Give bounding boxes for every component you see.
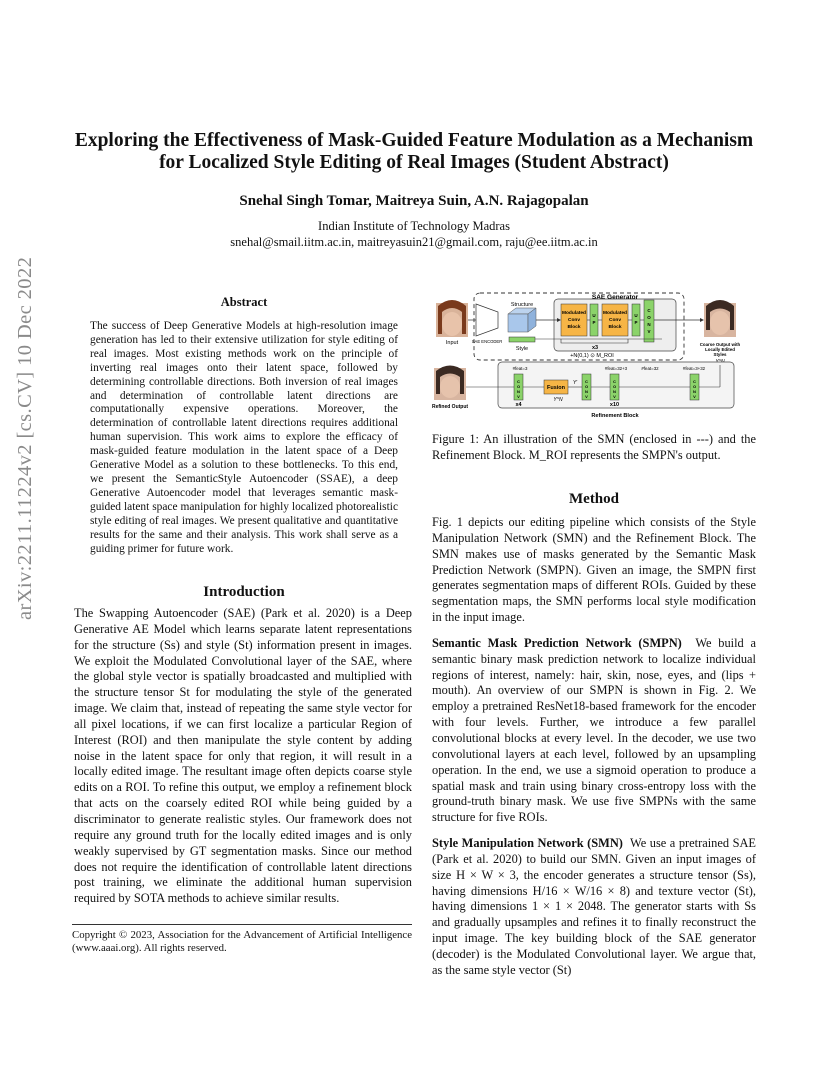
svg-text:#feat=3+32: #feat=3+32 (682, 366, 706, 371)
figure-1 (432, 290, 758, 420)
structure-tensor-cube (508, 308, 536, 332)
svg-text:V: V (517, 394, 520, 399)
svg-text:Coarse Output with: Coarse Output with (699, 342, 741, 347)
svg-text:#feat=32: #feat=32 (641, 366, 659, 371)
affiliation: Indian Institute of Technology Madras (318, 219, 510, 233)
svg-text:#feat=3: #feat=3 (512, 366, 528, 371)
introduction-body (74, 606, 412, 907)
svg-text:Modulated: Modulated (562, 311, 586, 316)
arxiv-stamp: arXiv:2211.11224v2 [cs.CV] 10 Dec 2022 (14, 256, 36, 620)
method-body (432, 515, 756, 979)
svg-text:Modulated: Modulated (603, 311, 627, 316)
svg-text:O: O (647, 315, 651, 320)
abstract-heading: Abstract (220, 295, 268, 309)
refined-output-face-image (434, 366, 466, 401)
svg-text:Conv: Conv (568, 318, 580, 323)
sae-encoder-label: SAE ENCODER (471, 339, 503, 344)
smn-paragraph (432, 836, 756, 979)
svg-text:C: C (613, 379, 616, 384)
svg-text:Block: Block (567, 325, 581, 330)
style-label: Style (515, 346, 529, 352)
smpn-text: We build a semantic binary mask prediction network to localize individual regions of interest, namely: hair, skin, nose, eyes, and (lips + mouth). An overview of our SMPN is shown in Fig. 2. We employ a pretrained ResNet18-based framework for the encoder with four levels. Further, we introduce a few parallel convolutional blocks at every level. In the decoder, we use two convolutional layers at each level, followed by an upsampling operation. In the end, we use a sigmoid operation to produce a spatial mask and train using binary cross-entropy loss with the ground-truth binary mask. We use five SMPNs with the same structure for five ROIs. (432, 635, 756, 825)
author-list: Snehal Singh Tomar, Maitreya Suin, A.N. Rajagopalan (239, 193, 589, 209)
input-face-image (436, 300, 468, 337)
style-vector-bar (509, 337, 535, 342)
svg-text:C: C (647, 308, 651, 313)
method-heading: Method (569, 491, 619, 507)
svg-text:N: N (647, 322, 651, 327)
figure-1-caption: Figure 1: An illustration of the SMN (enclosed in ---) and the Refinement Block. M_ROI represents the SMPN's output. (432, 432, 756, 462)
svg-text:x4: x4 (515, 402, 522, 408)
structure-label: Structure (510, 302, 534, 308)
svg-text:V: V (693, 394, 696, 399)
method-paragraph: Fig. 1 depicts our editing pipeline which consists of the Style Manipulation Network (SMN) and the Refinement Block. The SMN makes use of masks generated by the Semantic Mask Prediction Network (SMPN). Given an image, the SMPN first generates segmentation maps of different ROIs. Guided by these segmentation maps, the SMN performs local style modification in the input image. (432, 515, 756, 625)
svg-text:N: N (693, 389, 696, 394)
svg-text:x10: x10 (609, 402, 620, 408)
svg-text:P: P (634, 320, 638, 325)
conv-block-generator (644, 300, 654, 342)
svg-text:Conv: Conv (609, 318, 621, 323)
smn-heading: Style Manipulation Network (SMN) (432, 836, 623, 851)
svg-text:N: N (613, 389, 616, 394)
svg-text:O: O (612, 384, 617, 389)
svg-text:O: O (516, 384, 521, 389)
noise-modulation-label: +N(0,1) ⊙ M_ROI (570, 353, 614, 359)
svg-text:U: U (592, 313, 596, 318)
svg-text:N: N (517, 389, 520, 394)
introduction-paragraph: The Swapping Autoencoder (SAE) (Park et al. 2020) is a Deep Generative AE Model which learns separate latent representations for the structure (Ss) and style (St) information present in images. We exploit the Modulated Convolutional layer of the SAE, where the global style vector is spatially broadcasted and multiplied with the structure tensor St for modulating the style of the generated image. We claim that, instead of repeating the same style vector for all pixel locations, if we can first localize a particular Region of Interest (ROI) and then manipulate the style content by adding noise in the latent space for only that region, it will result in a locally edited image. The resultant image often depicts coarse style edits on a ROI. To refine this output, we employ a refinement block that acts on the coarsely edited ROI while being guided by a discriminator to generate realistic styles. Our framework does not require any ground truth for the locally edited images and is only weakly supervised by GT segmentation masks. Since our method does not require the identification of controllable latent directions post training, we eliminate the additional human supervision required by SOTA methods to achieve similar results. (74, 606, 412, 906)
svg-text:O: O (692, 384, 697, 389)
svg-text:#feat=32+3: #feat=32+3 (604, 366, 628, 371)
sae-generator-label: SAE Generator (591, 294, 639, 301)
svg-text:C: C (517, 379, 520, 384)
author-emails: snehal@smail.iitm.ac.in, maitreyasuin21@gmail.com, raju@ee.iitm.ac.in (230, 235, 598, 249)
svg-text:Block: Block (608, 325, 622, 330)
sae-encoder-shape (476, 304, 498, 336)
svg-text:Y': Y' (572, 380, 578, 386)
smn-text: We use a pretrained SAE (Park et al. 2020) to build our SMN. Given an input images of size H × W × 3, the encoder generates a structure tensor (Ss), having dimensions H/16 × W/16 × 8) and texture vector (St), having dimensions 1 × 1 × 2048. The generator starts with Ss and gradually upsamples and refines it to finally reconstruct the input image. The key building block of the SAE generator (decoder) is the Modulated Convolutional layer. We argue that, as the same style vector (St) (432, 836, 756, 977)
svg-text:V: V (647, 329, 651, 334)
copyright-notice: Copyright © 2023, Association for the Advancement of Artificial Intelligence (www.aaai.org). All rights reserved. (72, 924, 412, 955)
svg-text:U: U (634, 313, 638, 318)
svg-text:C: C (585, 379, 588, 384)
svg-text:N: N (585, 389, 588, 394)
pipeline-diagram (432, 290, 758, 420)
svg-text:Y^N: Y^N (553, 397, 563, 403)
smpn-heading: Semantic Mask Prediction Network (SMPN) (432, 635, 682, 650)
input-label: Input (445, 340, 459, 346)
refinement-block-label: Refinement Block (591, 413, 639, 419)
x3-label: x3 (591, 345, 599, 351)
svg-text:V: V (585, 394, 588, 399)
svg-text:V: V (613, 394, 616, 399)
svg-text:Fusion: Fusion (546, 385, 566, 391)
smpn-paragraph (432, 636, 756, 826)
refined-output-label: Refined Output (432, 404, 469, 410)
affiliation-block (0, 218, 828, 250)
svg-text:Locally Edited: Locally Edited (705, 347, 735, 352)
coarse-output-face-image (704, 300, 736, 337)
abstract-body: The success of Deep Generative Models at high-resolution image generation has led to their extensive utilization for style editing of real images. Most existing methods work on the principle of inverting real images onto their latent space, followed by determining controllable directions. Both inversion of real images and determination of controllable latent directions are computationally expensive operations. Moreover, the determination of controllable latent directions requires additional human supervision. This work aims to explore the efficacy of mask-guided feature modulation in the latent space of a Deep Generative Model as a solution to these bottlenecks. To this end, we present the SemanticStyle Autoencoder (SSAE), a deep Generative Autoencoder model that leverages semantic mask-guided latent space manipulation for highly localized photorealistic style editing of real images. We present qualitative and quantitative results for the same and their analysis. This work shall serve as a guiding primer for future work. (90, 320, 398, 555)
svg-text:C: C (693, 379, 696, 384)
svg-text:O: O (584, 384, 589, 389)
introduction-heading: Introduction (203, 584, 285, 600)
svg-text:Styles: Styles (713, 352, 727, 357)
paper-title: Exploring the Effectiveness of Mask-Guided Feature Modulation as a Mechanism for Localized Style Editing of Real Images (Student Abstract) (74, 130, 754, 173)
svg-text:P: P (592, 320, 596, 325)
